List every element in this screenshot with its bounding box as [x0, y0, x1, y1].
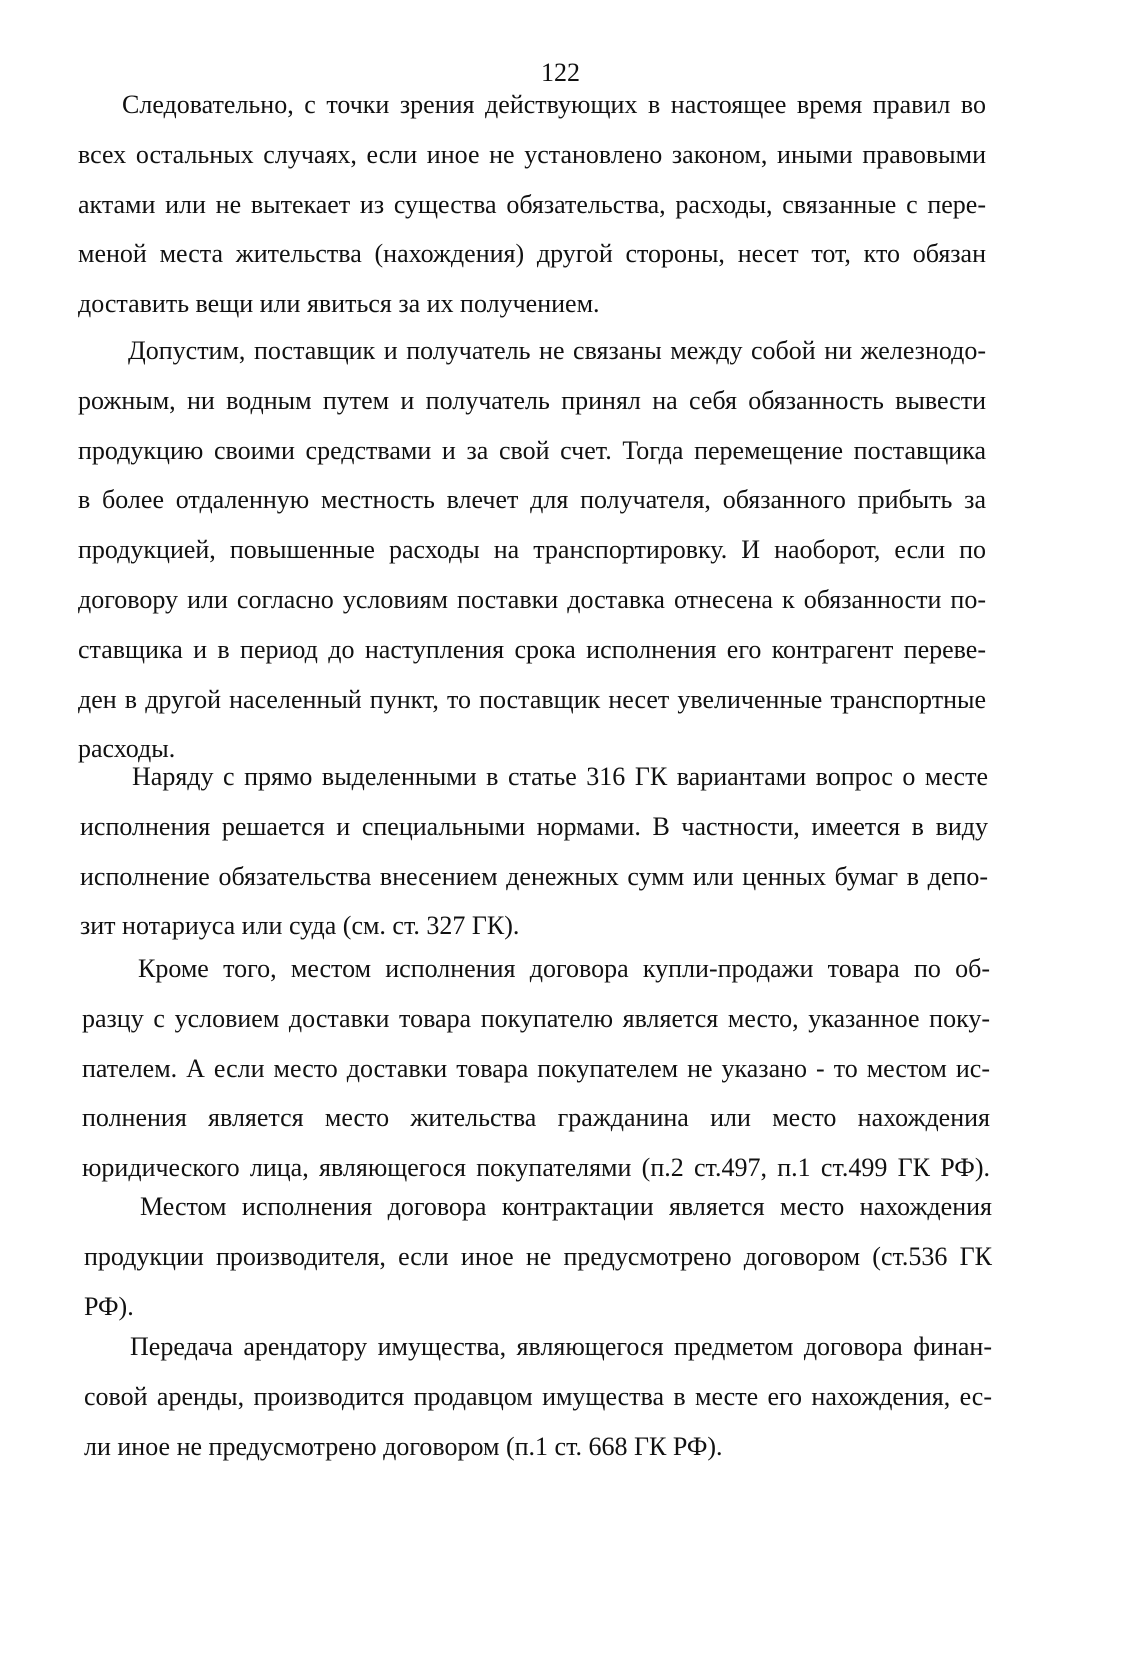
page-number: 122	[541, 58, 580, 87]
paragraph-1	[78, 80, 986, 329]
text-line: юридического лица, являющегося покупателями (п.2 ст.497, п.1 ст.499 ГК РФ).	[82, 1153, 990, 1183]
paragraph-3	[80, 752, 988, 951]
text-line: Передача арендатору имущества, являющегося предметом договора финан-	[130, 1332, 992, 1361]
text-line: Наряду с прямо выделенными в статье 316 ГК вариантами вопрос о месте	[132, 762, 988, 791]
text-line: исполнение обязательства внесением денежных сумм или ценных бумаг в депо-	[80, 861, 988, 891]
text-line: актами или не вытекает из существа обязательства, расходы, связанные с пере-	[78, 189, 986, 219]
text-line: полнения является место жительства гражданина или место нахождения	[82, 1103, 990, 1133]
text-line: договору или согласно условиям поставки доставка отнесена к обязанности по-	[78, 584, 986, 614]
text-line: совой аренды, производится продавцом имущества в месте его нахождения, ес-	[84, 1381, 992, 1411]
text-line: всех остальных случаях, если иное не установлено законом, иными правовыми	[78, 139, 986, 169]
text-line: рожным, ни водным путем и получатель принял на себя обязанность вывести	[78, 385, 986, 415]
text-line: доставить вещи или явиться за их получением.	[78, 289, 600, 319]
text-line: продукции производителя, если иное не предусмотрено договором (ст.536 ГК	[84, 1241, 992, 1271]
text-line: ли иное не предусмотрено договором (п.1 ст. 668 ГК РФ).	[84, 1431, 723, 1461]
paragraph-2	[78, 326, 986, 774]
text-line: исполнения решается и специальными нормами. В частности, имеется в виду	[80, 811, 988, 841]
text-line: продукцией, повышенные расходы на транспортировку. И наоборот, если по	[78, 535, 986, 565]
text-line: в более отдаленную местность влечет для получателя, обязанного прибыть за	[78, 485, 986, 515]
text-line: ставщика и в период до наступления срока исполнения его контрагент переве-	[78, 634, 986, 664]
text-line: Местом исполнения договора контрактации является место нахождения	[140, 1192, 992, 1221]
text-line: Кроме того, местом исполнения договора купли-продажи товара по об-	[138, 954, 990, 983]
text-line: продукцию своими средствами и за свой счет. Тогда перемещение поставщика	[78, 435, 986, 465]
paragraph-5	[84, 1182, 992, 1331]
paragraph-4	[82, 944, 990, 1193]
text-line: пателем. А если место доставки товара покупателем не указано - то местом ис-	[82, 1053, 990, 1083]
text-line: Допустим, поставщик и получатель не связаны между собой ни железнодо-	[128, 336, 986, 365]
text-line: расходы.	[78, 734, 176, 764]
text-line: зит нотариуса или суда (см. ст. 327 ГК).	[80, 911, 520, 941]
text-line: разцу с условием доставки товара покупателю является место, указанное поку-	[82, 1003, 990, 1033]
text-line: РФ).	[84, 1291, 134, 1321]
paragraph-6	[84, 1322, 992, 1471]
text-line: меной места жительства (нахождения) другой стороны, несет тот, кто обязан	[78, 239, 986, 269]
text-line: ден в другой населенный пункт, то поставщик несет увеличенные транспортные	[78, 684, 986, 714]
text-line: Следовательно, с точки зрения действующих в настоящее время правил во	[122, 90, 986, 119]
